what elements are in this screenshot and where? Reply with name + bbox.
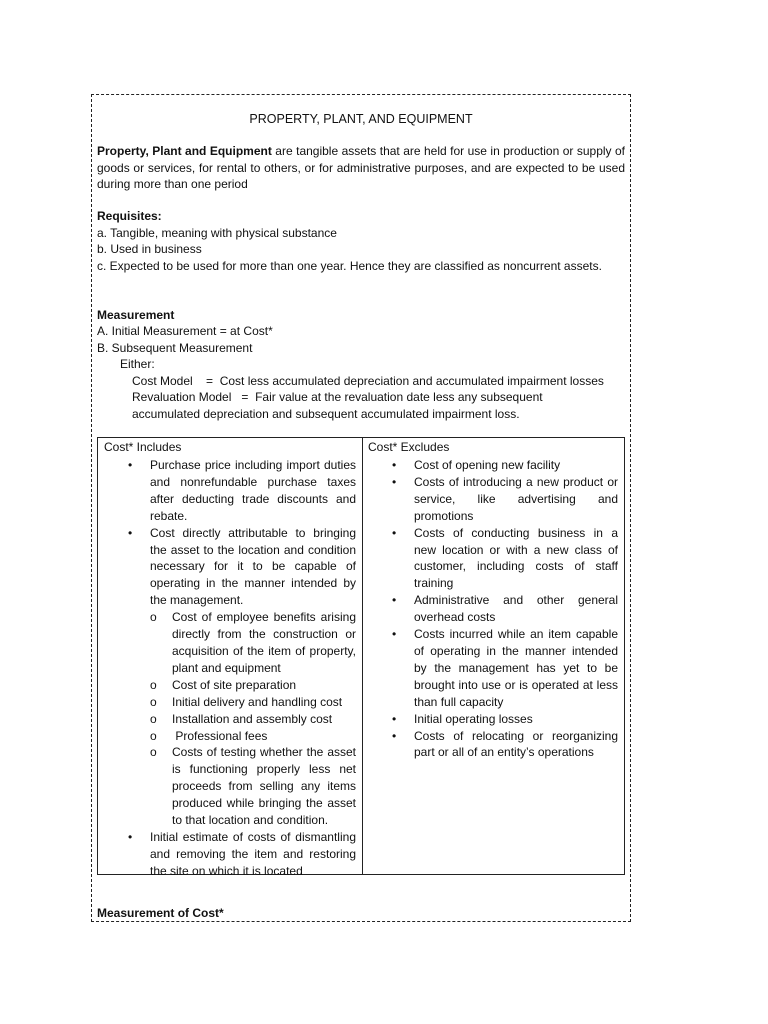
list-item xyxy=(362,711,618,728)
requisite-item: b. Used in business xyxy=(97,242,202,256)
sublist-item-text: Installation and assembly cost xyxy=(172,711,333,726)
list-item xyxy=(362,474,618,525)
includes-sublist xyxy=(150,609,356,829)
excludes-column xyxy=(362,438,624,874)
sublist-item-text: Cost of employee benefits arising directly from the construction or acquisition of the item of property, plant and equipment xyxy=(172,610,356,675)
sublist-item-text: Cost of site preparation xyxy=(172,677,297,692)
list-item-text: Cost of opening new facility xyxy=(414,458,561,472)
sublist-item-text: Initial delivery and handling cost xyxy=(172,694,343,709)
list-item xyxy=(362,592,618,626)
sublist-item-text: Costs of testing whether the asset is functioning properly less net proceeds from selling any items produced while bringing the asset to that location and condition. xyxy=(172,745,356,828)
revaluation-model: Revaluation Model = Fair value at the revaluation date less any subsequent xyxy=(132,390,543,404)
list-item-text: Initial operating losses xyxy=(414,711,533,726)
sublist-item xyxy=(150,728,356,745)
bullet-icon: • xyxy=(392,711,397,726)
measurement-heading: Measurement xyxy=(97,308,175,322)
defined-term: Property, Plant and Equipment xyxy=(97,144,272,158)
list-item-text: Cost directly attributable to bringing the asset to the location and condition necessary for it to be capable of operating in the manner intended by the management. xyxy=(150,525,356,608)
requisites-heading: Requisites: xyxy=(97,209,162,223)
sublist-item xyxy=(150,609,356,677)
list-item xyxy=(98,457,356,525)
includes-header: Cost* Includes xyxy=(104,440,182,454)
list-item-text: Costs of introducing a new product or service, like advertising and promotions xyxy=(414,474,618,523)
list-item-text: Costs of conducting business in a new location or with a new class of customer, including costs of staff training xyxy=(414,525,618,591)
bullet-icon: • xyxy=(392,458,397,472)
list-item xyxy=(98,525,356,829)
list-item xyxy=(362,728,618,762)
definition-paragraph xyxy=(97,143,625,193)
bullet-icon: • xyxy=(392,474,397,489)
list-item xyxy=(98,829,356,880)
list-item-text: Initial estimate of costs of dismantling and removing the item and restoring the site on which it is located xyxy=(150,829,356,878)
bullet-icon: • xyxy=(392,593,397,608)
sublist-item xyxy=(150,677,356,694)
either-label: Either: xyxy=(120,357,155,371)
cost-model: Cost Model = Cost less accumulated depreciation and accumulated impairment losses xyxy=(132,374,604,388)
circle-bullet-icon: o xyxy=(150,677,157,692)
includes-column xyxy=(98,438,363,878)
bullet-icon: • xyxy=(128,458,133,472)
list-item xyxy=(362,525,618,593)
page-title: PROPERTY, PLANT, AND EQUIPMENT xyxy=(249,112,473,126)
list-item-text: Purchase price including import duties and nonrefundable purchase taxes after deducting trade discounts and rebate. xyxy=(150,458,356,523)
circle-bullet-icon: o xyxy=(150,610,157,625)
list-item xyxy=(362,457,618,474)
circle-bullet-icon: o xyxy=(150,711,157,726)
sublist-item xyxy=(150,694,356,711)
bullet-icon: • xyxy=(392,525,397,540)
sublist-item-text: Professional fees xyxy=(172,728,268,743)
definition-text: are tangible assets that are held for use in production or supply of goods or services, for rental to others, or for administrative purposes, and are expected to be used during more than one period xyxy=(97,144,626,191)
excludes-header: Cost* Excludes xyxy=(368,440,450,454)
list-item-text: Costs incurred while an item capable of operating in the manner intended by the management has yet to be brought into use or is operated at less than full capacity xyxy=(414,627,618,709)
cost-table xyxy=(97,437,625,878)
circle-bullet-icon: o xyxy=(150,694,157,709)
subsequent-measurement: B. Subsequent Measurement xyxy=(97,341,253,355)
list-item-text: Costs of relocating or reorganizing part or all of an entity’s operations xyxy=(414,728,618,760)
bullet-icon: • xyxy=(392,627,397,642)
sublist-item xyxy=(150,711,356,728)
excludes-list xyxy=(362,457,618,761)
bullet-icon: • xyxy=(128,829,133,844)
circle-bullet-icon: o xyxy=(150,728,157,743)
circle-bullet-icon: o xyxy=(150,745,157,760)
list-item xyxy=(362,626,618,711)
sublist-item xyxy=(150,744,356,829)
bullet-icon: • xyxy=(128,525,133,540)
includes-list xyxy=(98,457,356,880)
requisite-item: a. Tangible, meaning with physical substance xyxy=(97,226,337,240)
measurement-of-cost-heading: Measurement of Cost* xyxy=(97,906,224,920)
bullet-icon: • xyxy=(392,728,397,743)
requisite-item: c. Expected to be used for more than one year. Hence they are classified as noncurrent assets. xyxy=(97,259,602,273)
revaluation-model-continued: accumulated depreciation and subsequent accumulated impairment loss. xyxy=(132,407,520,421)
list-item-text: Administrative and other general overhead costs xyxy=(414,593,618,625)
initial-measurement: A. Initial Measurement = at Cost* xyxy=(97,324,273,338)
